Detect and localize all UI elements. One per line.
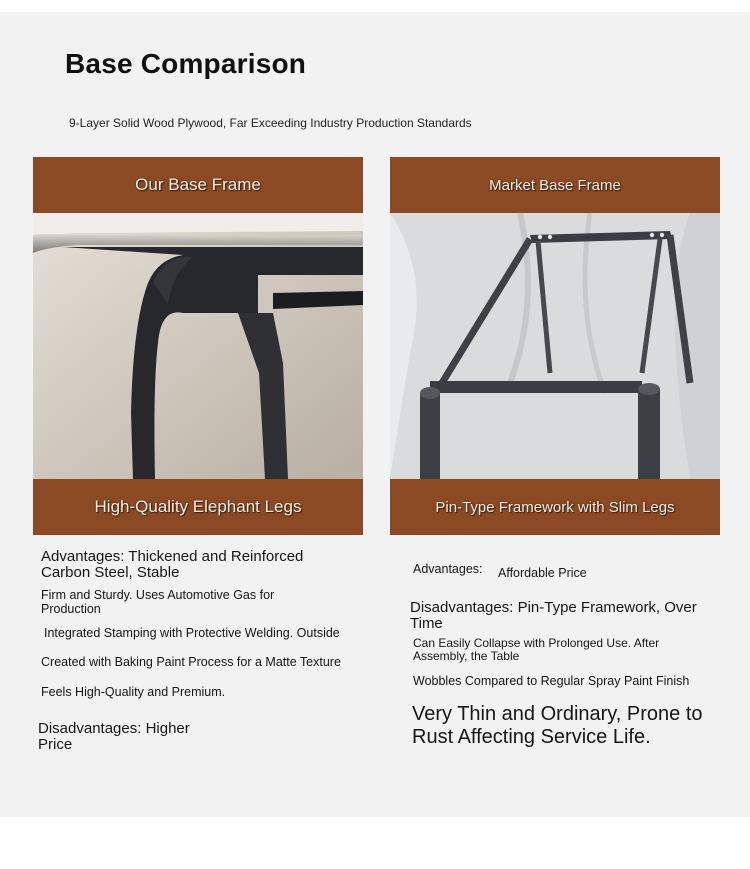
our-base-frame-header bbox=[33, 157, 363, 213]
market-base-frame-label: Market Base Frame bbox=[489, 176, 621, 194]
left-line-3: Created with Baking Paint Process for a Matte Texture bbox=[41, 655, 341, 669]
page-subtitle: 9-Layer Solid Wood Plywood, Far Exceeding Industry Production Standards bbox=[69, 116, 472, 130]
right-disadvantages-heading: Disadvantages: Pin-Type Framework, Over Time bbox=[410, 599, 697, 632]
slim-legs-footer bbox=[390, 479, 720, 535]
left-line-1: Firm and Sturdy. Uses Automotive Gas for Production bbox=[41, 588, 275, 616]
our-base-frame-card bbox=[33, 157, 363, 535]
slim-legs-label: Pin-Type Framework with Slim Legs bbox=[435, 498, 675, 516]
left-advantages-heading: Advantages: Thickened and Reinforced Carbon Steel, Stable bbox=[41, 548, 304, 581]
elephant-leg-base-photo bbox=[33, 213, 363, 479]
market-base-frame-header bbox=[390, 157, 720, 213]
our-base-frame-label: Our Base Frame bbox=[135, 175, 261, 194]
left-line-4: Feels High-Quality and Premium. bbox=[41, 685, 226, 699]
page-title: Base Comparison bbox=[65, 48, 307, 79]
right-advantages-value: Affordable Price bbox=[498, 566, 587, 580]
pin-type-base-photo bbox=[390, 213, 720, 479]
left-disadvantages-heading: Disadvantages: Higher Price bbox=[38, 720, 190, 753]
right-conclusion: Very Thin and Ordinary, Prone to Rust Affecting Service Life. bbox=[412, 703, 703, 748]
right-line-1: Can Easily Collapse with Prolonged Use. After Assembly, the Table bbox=[413, 636, 660, 663]
elephant-legs-label: High-Quality Elephant Legs bbox=[94, 497, 302, 516]
left-line-2: Integrated Stamping with Protective Welding. Outside bbox=[44, 626, 340, 640]
right-advantages-label: Advantages: bbox=[413, 562, 483, 576]
right-line-2: Wobbles Compared to Regular Spray Paint Finish bbox=[413, 674, 690, 688]
market-base-frame-card bbox=[390, 157, 720, 535]
elephant-legs-footer bbox=[33, 479, 363, 535]
comparison-page bbox=[0, 12, 750, 817]
